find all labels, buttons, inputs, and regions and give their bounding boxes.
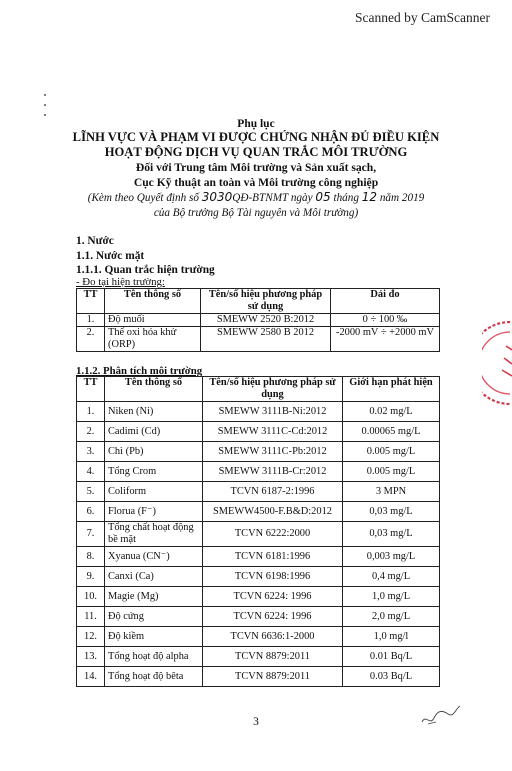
signature-mark bbox=[418, 700, 462, 730]
col-header-range: Dải đo bbox=[331, 289, 440, 314]
cell-method: SMEWW 3111C-Cd:2012 bbox=[203, 422, 343, 442]
cell-method: TCVN 8879:2011 bbox=[203, 667, 343, 687]
cell-parameter: Canxi (Ca) bbox=[105, 567, 203, 587]
cell-tt: 10. bbox=[77, 587, 105, 607]
cell-detection-limit: 0.03 Bq/L bbox=[343, 667, 440, 687]
section-surface-water: 1.1. Nước mặt bbox=[76, 250, 145, 262]
title-line-2: HOẠT ĐỘNG DỊCH VỤ QUAN TRẮC MÔI TRƯỜNG bbox=[104, 145, 408, 159]
cell-detection-limit: 3 MPN bbox=[343, 482, 440, 502]
cell-tt: 5. bbox=[77, 482, 105, 502]
cell-tt: 11. bbox=[77, 607, 105, 627]
cell-method: TCVN 6198:1996 bbox=[203, 567, 343, 587]
cell-tt: 6. bbox=[77, 502, 105, 522]
decision-text-c: tháng bbox=[330, 192, 362, 204]
cell-detection-limit: 2,0 mg/L bbox=[343, 607, 440, 627]
issuer-line: của Bộ trưởng Bộ Tài nguyên và Môi trường) bbox=[153, 207, 359, 219]
col-header-tt: TT bbox=[77, 377, 105, 402]
table-row bbox=[77, 667, 440, 687]
table-header-row bbox=[77, 289, 440, 314]
cell-method: TCVN 6224: 1996 bbox=[203, 587, 343, 607]
cell-detection-limit: 0,003 mg/L bbox=[343, 547, 440, 567]
cell-detection-limit: 0,03 mg/L bbox=[343, 502, 440, 522]
section-field-monitoring: 1.1.1. Quan trắc hiện trường bbox=[76, 264, 215, 276]
cell-tt: 12. bbox=[77, 627, 105, 647]
cell-parameter: Coliform bbox=[105, 482, 203, 502]
section-water: 1. Nước bbox=[76, 235, 114, 247]
cell-tt: 2. bbox=[77, 422, 105, 442]
decision-month: 12 bbox=[361, 190, 378, 204]
table-row bbox=[77, 327, 440, 352]
decision-text-d: năm 2019 bbox=[377, 192, 425, 204]
cell-detection-limit: 0.00065 mg/L bbox=[343, 422, 440, 442]
col-header-method: Tên/số hiệu phương pháp sử dụng bbox=[203, 377, 343, 402]
cell-parameter: Cadimi (Cd) bbox=[105, 422, 203, 442]
cell-tt: 1. bbox=[77, 314, 105, 327]
cell-parameter: Tổng chất hoạt động bề mặt bbox=[105, 522, 203, 547]
table-row bbox=[77, 607, 440, 627]
table-row bbox=[77, 587, 440, 607]
decision-number: 3030 bbox=[201, 190, 233, 204]
table-row bbox=[77, 442, 440, 462]
cell-detection-limit: 1,0 mg/l bbox=[343, 627, 440, 647]
cell-method: SMEWW 3111B-Cr:2012 bbox=[203, 462, 343, 482]
col-header-parameter: Tên thông số bbox=[105, 377, 203, 402]
table-header-row bbox=[77, 377, 440, 402]
cell-method: TCVN 6636:1-2000 bbox=[203, 627, 343, 647]
cell-parameter: Độ kiềm bbox=[105, 627, 203, 647]
cell-parameter: Tổng Crom bbox=[105, 462, 203, 482]
field-measurement-table bbox=[76, 288, 440, 352]
cell-parameter: Magie (Mg) bbox=[105, 587, 203, 607]
col-header-method: Tên/số hiệu phương pháp sử dụng bbox=[201, 289, 331, 314]
col-header-tt: TT bbox=[77, 289, 105, 314]
cell-parameter: Độ cứng bbox=[105, 607, 203, 627]
cell-parameter: Florua (F⁻) bbox=[105, 502, 203, 522]
scanner-watermark: Scanned by CamScanner bbox=[355, 10, 490, 25]
cell-method: SMEWW 3111B-Ni:2012 bbox=[203, 402, 343, 422]
cell-detection-limit: 0.02 mg/L bbox=[343, 402, 440, 422]
table-row bbox=[77, 502, 440, 522]
page-number: 3 bbox=[253, 716, 259, 728]
table-row bbox=[77, 402, 440, 422]
decision-day: 05 bbox=[315, 190, 331, 204]
cell-detection-limit: 0.01 Bq/L bbox=[343, 647, 440, 667]
table-row bbox=[77, 547, 440, 567]
cell-method: SMEWW4500-F.B&D:2012 bbox=[203, 502, 343, 522]
cell-tt: 13. bbox=[77, 647, 105, 667]
table-row bbox=[77, 647, 440, 667]
table-row bbox=[77, 627, 440, 647]
cell-parameter: Xyanua (CN⁻) bbox=[105, 547, 203, 567]
cell-parameter: Chì (Pb) bbox=[105, 442, 203, 462]
document-header bbox=[60, 118, 452, 221]
cell-tt: 8. bbox=[77, 547, 105, 567]
cell-method: TCVN 6224: 1996 bbox=[203, 607, 343, 627]
org-line-2: Cục Kỹ thuật an toàn và Môi trường công nghiệp bbox=[133, 176, 379, 189]
appendix-label: Phụ lục bbox=[237, 118, 275, 130]
red-seal-stamp bbox=[482, 318, 512, 408]
table-row bbox=[77, 462, 440, 482]
cell-tt: 2. bbox=[77, 327, 105, 352]
cell-parameter: Niken (Ni) bbox=[105, 402, 203, 422]
decision-text-a: (Kèm theo Quyết định số bbox=[87, 192, 202, 204]
cell-tt: 7. bbox=[77, 522, 105, 547]
cell-tt: 3. bbox=[77, 442, 105, 462]
cell-detection-limit: 1,0 mg/L bbox=[343, 587, 440, 607]
cell-method: SMEWW 2580 B 2012 bbox=[201, 327, 331, 352]
cell-method: TCVN 6181:1996 bbox=[203, 547, 343, 567]
cell-tt: 4. bbox=[77, 462, 105, 482]
table-row bbox=[77, 522, 440, 547]
table-row bbox=[77, 482, 440, 502]
col-header-parameter: Tên thông số bbox=[105, 289, 201, 314]
table-row bbox=[77, 422, 440, 442]
field-measure-label: - Đo tại hiện trường: bbox=[76, 276, 165, 288]
cell-parameter: Độ muối bbox=[105, 314, 201, 327]
cell-range: -2000 mV ÷ +2000 mV bbox=[331, 327, 440, 352]
cell-tt: 14. bbox=[77, 667, 105, 687]
table-row bbox=[77, 567, 440, 587]
cell-range: 0 ÷ 100 ‰ bbox=[331, 314, 440, 327]
cell-parameter: Tổng hoạt độ bêta bbox=[105, 667, 203, 687]
col-header-detection-limit: Giới hạn phát hiện bbox=[343, 377, 440, 402]
lab-analysis-table bbox=[76, 376, 440, 687]
scan-dots bbox=[44, 94, 50, 124]
decision-line bbox=[60, 190, 452, 206]
title-line-1: LĨNH VỰC VÀ PHẠM VI ĐƯỢC CHỨNG NHẬN ĐỦ ĐIỀU KIỆN bbox=[72, 130, 440, 144]
cell-detection-limit: 0.005 mg/L bbox=[343, 442, 440, 462]
cell-detection-limit: 0.005 mg/L bbox=[343, 462, 440, 482]
cell-tt: 1. bbox=[77, 402, 105, 422]
org-line-1: Đối với Trung tâm Môi trường và Sản xuất sạch, bbox=[135, 161, 377, 174]
cell-parameter: Tổng hoạt độ alpha bbox=[105, 647, 203, 667]
cell-tt: 9. bbox=[77, 567, 105, 587]
section-lab-analysis: 1.1.2. Phân tích môi trường bbox=[76, 365, 203, 377]
cell-method: TCVN 8879:2011 bbox=[203, 647, 343, 667]
cell-method: SMEWW 3111C-Pb:2012 bbox=[203, 442, 343, 462]
cell-parameter: Thế oxi hóa khử (ORP) bbox=[105, 327, 201, 352]
cell-detection-limit: 0,03 mg/L bbox=[343, 522, 440, 547]
cell-method: TCVN 6187-2:1996 bbox=[203, 482, 343, 502]
table-row bbox=[77, 314, 440, 327]
decision-text-b: QĐ-BTNMT ngày bbox=[232, 192, 316, 204]
cell-method: TCVN 6222:2000 bbox=[203, 522, 343, 547]
cell-method: SMEWW 2520 B:2012 bbox=[201, 314, 331, 327]
cell-detection-limit: 0,4 mg/L bbox=[343, 567, 440, 587]
